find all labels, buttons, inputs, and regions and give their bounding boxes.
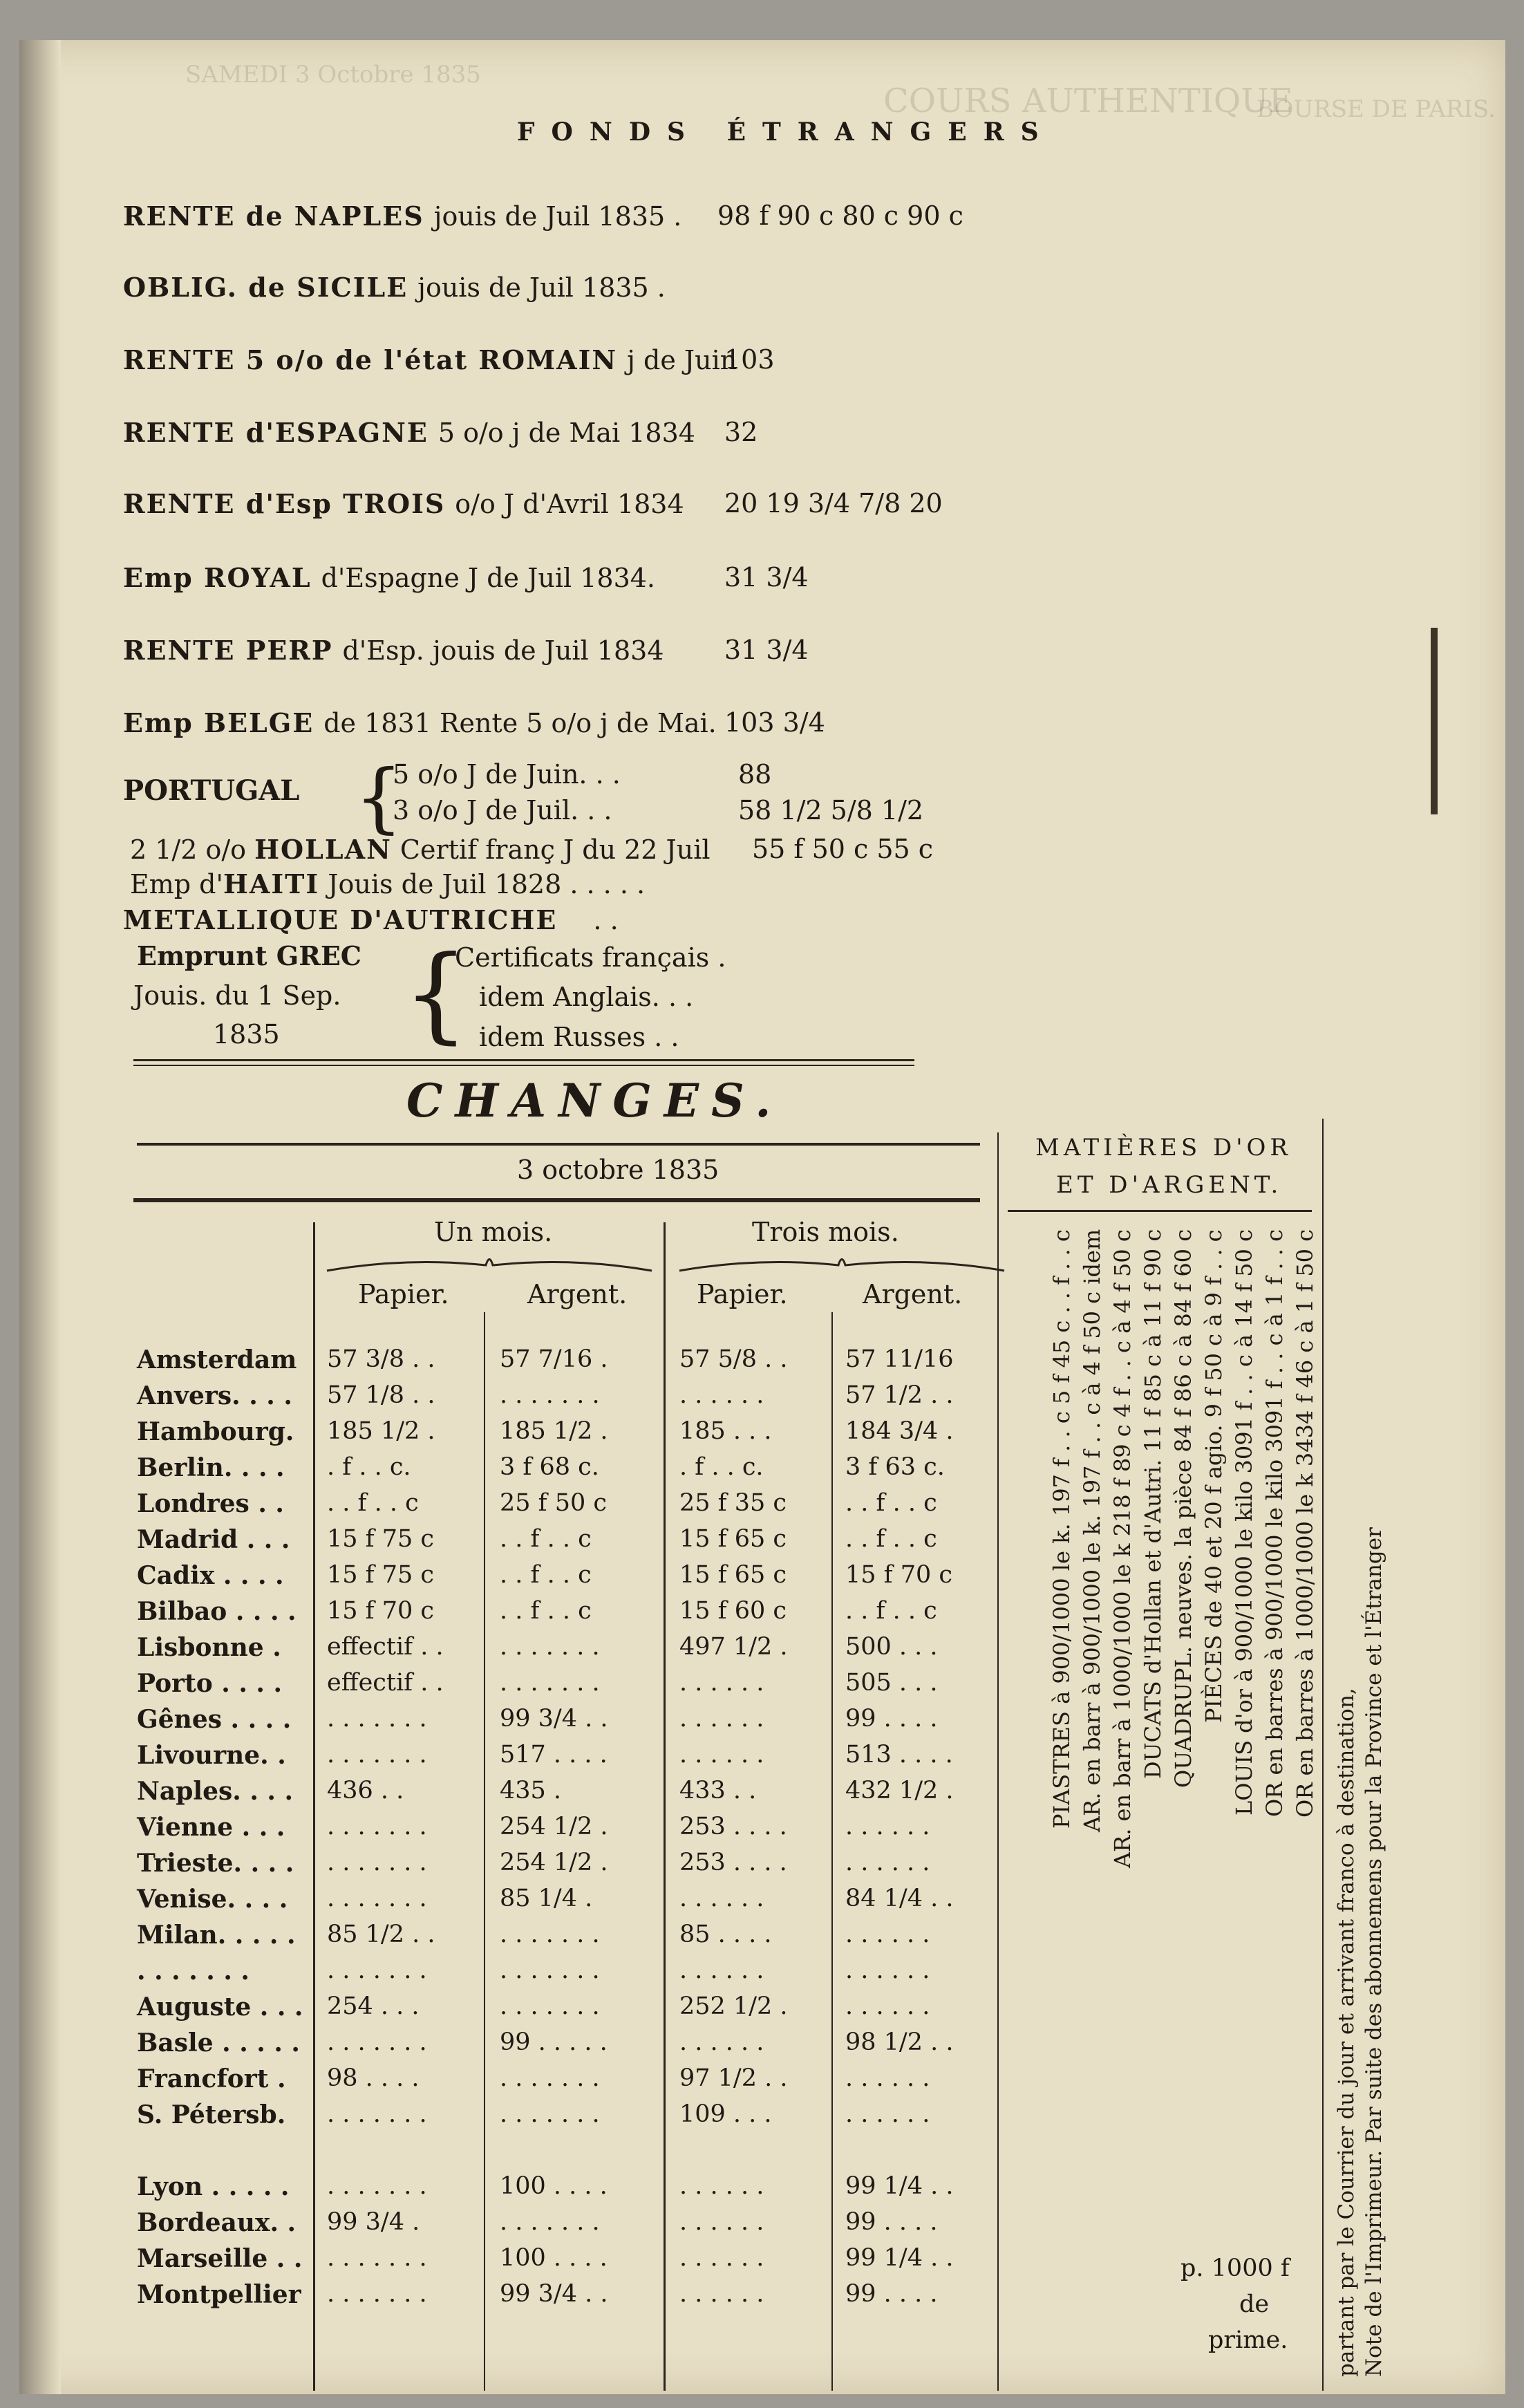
table-cell: . . . . . . . bbox=[327, 1741, 427, 1768]
fonds-row-value: 20 19 3/4 7/8 20 bbox=[724, 488, 943, 519]
fonds-row-name: Emp BELGE bbox=[123, 707, 314, 738]
fonds-row-name: Emp ROYAL bbox=[123, 562, 312, 593]
matieres-line: OR en barres à 900/1000 le kilo 3091 f . . c à 1 f . . c bbox=[1261, 1229, 1288, 1818]
grec-line-2: Jouis. du 1 Sep. bbox=[133, 980, 341, 1011]
fonds-bottom-rule-1 bbox=[133, 1059, 914, 1061]
table-row-city: Anvers. . . . bbox=[137, 1381, 292, 1410]
fonds-row-desc: jouis de Juil 1835 . bbox=[417, 272, 666, 303]
hollan-desc: Certif franç J du 22 Juil bbox=[399, 834, 711, 865]
prime-line-2: de bbox=[1239, 2290, 1270, 2318]
table-cell: . . . . . . bbox=[845, 1813, 930, 1840]
matieres-line: PIÈCES de 40 et 20 f agio. 9 f 50 c à 9 f . . c bbox=[1201, 1229, 1227, 1723]
portugal-value-2: 58 1/2 5/8 1/2 bbox=[738, 795, 924, 825]
haiti-desc: Jouis de Juil 1828 . . . . . bbox=[328, 869, 646, 899]
newspaper-page bbox=[19, 40, 1505, 2394]
table-cell: 85 1/2 . . bbox=[327, 1921, 435, 1948]
table-cell: 100 . . . . bbox=[500, 2172, 608, 2200]
table-cell: . . . . . . . bbox=[327, 2028, 427, 2056]
column-divider-2 bbox=[484, 1312, 485, 2391]
table-cell: . . . . . . bbox=[679, 1957, 764, 1984]
grec-line-1: Emprunt GREC bbox=[137, 940, 362, 971]
table-cell: 254 1/2 . bbox=[500, 1813, 608, 1840]
table-cell: . . . . . . bbox=[679, 2028, 764, 2056]
table-cell: . . . . . . . bbox=[327, 2172, 427, 2200]
table-cell: . . . . . . . bbox=[500, 1669, 600, 1697]
table-cell: 500 . . . bbox=[845, 1633, 938, 1661]
table-row-city: Livourne. . bbox=[137, 1741, 286, 1770]
group-trois-mois: Trois mois. bbox=[752, 1217, 899, 1247]
table-cell: . . f . . c bbox=[500, 1561, 592, 1589]
table-cell: . . . . . . bbox=[845, 1992, 930, 2020]
margin-note-line-2: partant par le Courrier du jour et arrivant franco à destination, bbox=[1334, 1688, 1359, 2377]
table-cell: 435 . bbox=[500, 1777, 562, 1804]
table-cell: . f . . c. bbox=[679, 1453, 764, 1481]
fonds-row bbox=[123, 417, 695, 448]
table-cell: 433 . . bbox=[679, 1777, 757, 1804]
table-cell: . . . . . . bbox=[845, 2064, 930, 2092]
table-row-city: Berlin. . . . bbox=[137, 1453, 285, 1482]
fonds-row-value: 103 bbox=[724, 344, 775, 375]
table-cell: . . . . . . bbox=[845, 2100, 930, 2128]
table-cell: . . . . . . . bbox=[327, 1705, 427, 1733]
table-cell: . . . . . . . bbox=[500, 2208, 600, 2236]
table-row-city: S. Pétersb. bbox=[137, 2100, 286, 2129]
table-row-city: Bilbao . . . . bbox=[137, 1597, 297, 1626]
table-row-city: Porto . . . . bbox=[137, 1669, 282, 1698]
fonds-bottom-rule-2 bbox=[133, 1065, 914, 1066]
table-cell: . . . . . . bbox=[679, 1381, 764, 1409]
table-cell: 85 1/4 . bbox=[500, 1885, 593, 1912]
col-argent-2: Argent. bbox=[863, 1279, 963, 1309]
un-mois-swash bbox=[323, 1250, 655, 1278]
table-cell: 57 7/16 . bbox=[500, 1345, 608, 1373]
table-row-city: Madrid . . . bbox=[137, 1525, 290, 1554]
table-cell: 15 f 70 c bbox=[845, 1561, 953, 1589]
table-cell: 15 f 75 c bbox=[327, 1561, 435, 1589]
table-cell: . . . . . . . bbox=[327, 1849, 427, 1876]
fonds-row bbox=[123, 562, 655, 593]
table-cell: . . . . . . bbox=[679, 2244, 764, 2272]
table-cell: . . f . . c bbox=[845, 1597, 937, 1625]
fonds-row-desc: o/o J d'Avril 1834 bbox=[455, 489, 684, 519]
hollan-prefix: 2 1/2 o/o bbox=[130, 834, 247, 865]
fonds-row-desc: d'Esp. jouis de Juil 1834 bbox=[342, 635, 664, 666]
matieres-divider bbox=[997, 1132, 999, 2391]
matieres-line: AR. en barr à 1000/1000 le k 218 f 89 c 4 f . . c à 4 f 50 c bbox=[1109, 1229, 1136, 1868]
metallique-desc: . . bbox=[593, 905, 619, 935]
fonds-row-value: 31 3/4 bbox=[724, 562, 809, 592]
fonds-row-value: 98 f 90 c 80 c 90 c bbox=[717, 200, 963, 231]
table-row-city: Lisbonne . bbox=[137, 1633, 281, 1662]
table-cell: 25 f 50 c bbox=[500, 1489, 608, 1517]
table-cell: . . f . . c bbox=[845, 1525, 937, 1553]
col-argent-1: Argent. bbox=[527, 1279, 628, 1309]
prime-line-3: prime. bbox=[1208, 2326, 1288, 2354]
fonds-row-name: OBLIG. de SICILE bbox=[123, 272, 408, 303]
table-cell: . . . . . . bbox=[679, 2172, 764, 2200]
matieres-line: OR en barres à 1000/1000 le k 3434 f 46 c à 1 f 50 c bbox=[1292, 1229, 1318, 1818]
col-papier-1: Papier. bbox=[358, 1279, 449, 1309]
col-papier-2: Papier. bbox=[697, 1279, 788, 1309]
table-cell: 505 . . . bbox=[845, 1669, 938, 1697]
table-cell: . . f . . c bbox=[500, 1597, 592, 1625]
table-cell: 436 . . bbox=[327, 1777, 404, 1804]
grec-item-1: Certificats français . bbox=[455, 942, 726, 973]
fonds-row-name: RENTE d'ESPAGNE bbox=[123, 417, 429, 448]
table-cell: 517 . . . . bbox=[500, 1741, 608, 1768]
column-divider-4 bbox=[831, 1312, 833, 2391]
changes-date: 3 octobre 1835 bbox=[517, 1155, 719, 1185]
fonds-row bbox=[123, 488, 684, 519]
table-cell: . . . . . . . bbox=[500, 1633, 600, 1661]
table-cell: 3 f 68 c. bbox=[500, 1453, 599, 1481]
ghost-header-bourse: BOURSE DE PARIS. bbox=[1257, 95, 1496, 123]
table-cell: 84 1/4 . . bbox=[845, 1885, 954, 1912]
hollan-row bbox=[130, 834, 711, 865]
table-cell: . . . . . . . bbox=[327, 2244, 427, 2272]
table-cell: effectif . . bbox=[327, 1669, 444, 1697]
matieres-line: DUCATS d'Hollan et d'Autri. 11 f 85 c à 11 f 90 c bbox=[1140, 1229, 1166, 1780]
fonds-row bbox=[123, 200, 681, 232]
table-cell: . . . . . . . bbox=[500, 1381, 600, 1409]
prime-line-1: p. 1000 f bbox=[1180, 2255, 1290, 2282]
grec-item-3: idem Russes . . bbox=[479, 1022, 679, 1052]
fonds-row-desc: d'Espagne J de Juil 1834. bbox=[321, 563, 656, 593]
matieres-title-1: MATIÈRES D'OR bbox=[1035, 1134, 1292, 1161]
fonds-row-desc: 5 o/o j de Mai 1834 bbox=[438, 418, 695, 448]
table-cell: . . . . . . . bbox=[500, 1992, 600, 2020]
table-cell: 100 . . . . bbox=[500, 2244, 608, 2272]
fonds-row-desc: jouis de Juil 1835 . bbox=[433, 201, 682, 232]
table-row-city: Londres . . bbox=[137, 1489, 284, 1518]
grec-brace: { bbox=[403, 934, 469, 1054]
grec-line-3: 1835 bbox=[213, 1019, 280, 1049]
portugal-value-1: 88 bbox=[738, 759, 772, 790]
table-cell: . . . . . . . bbox=[500, 2064, 600, 2092]
table-cell: 85 . . . . bbox=[679, 1921, 772, 1948]
matieres-line: LOUIS d'or à 900/1000 le kilo 3091 f . . c à 14 f 50 c bbox=[1231, 1229, 1257, 1816]
table-cell: 99 1/4 . . bbox=[845, 2172, 954, 2200]
table-cell: 184 3/4 . bbox=[845, 1417, 954, 1445]
table-cell: 15 f 70 c bbox=[327, 1597, 435, 1625]
fonds-row-name: RENTE 5 o/o de l'état ROMAIN bbox=[123, 344, 618, 375]
table-row-city: Venise. . . . bbox=[137, 1885, 288, 1914]
table-cell: 97 1/2 . . bbox=[679, 2064, 788, 2092]
table-row-city: Basle . . . . . bbox=[137, 2028, 300, 2057]
fonds-row bbox=[123, 635, 664, 666]
table-cell: . . f . . c bbox=[500, 1525, 592, 1553]
table-row-city: Vienne . . . bbox=[137, 1813, 285, 1842]
matieres-title-2: ET D'ARGENT. bbox=[1056, 1171, 1283, 1199]
portugal-name: PORTUGAL bbox=[123, 774, 300, 807]
fonds-row-name: RENTE PERP bbox=[123, 635, 333, 666]
fonds-row-desc: de 1831 Rente 5 o/o j de Mai. bbox=[323, 708, 717, 738]
matieres-line: QUADRUPL. neuves. la pièce 84 f 86 c à 84 f 60 c bbox=[1170, 1229, 1196, 1789]
metallique-name: METALLIQUE D'AUTRICHE bbox=[123, 904, 558, 935]
table-cell: 57 5/8 . . bbox=[679, 1345, 788, 1373]
group-un-mois: Un mois. bbox=[434, 1217, 553, 1247]
fonds-row-desc: j de Juin bbox=[627, 345, 737, 375]
hollan-value: 55 f 50 c 55 c bbox=[752, 834, 934, 864]
table-cell: 99 3/4 . . bbox=[500, 1705, 608, 1733]
table-cell: 25 f 35 c bbox=[679, 1489, 787, 1517]
table-row-city: Gênes . . . . bbox=[137, 1705, 292, 1734]
table-row-city: Naples. . . . bbox=[137, 1777, 293, 1806]
table-row-city: Milan. . . . . bbox=[137, 1921, 296, 1950]
table-cell: 15 f 60 c bbox=[679, 1597, 787, 1625]
fonds-row bbox=[123, 344, 737, 375]
table-row-city: Francfort . bbox=[137, 2064, 286, 2093]
table-cell: . f . . c. bbox=[327, 1453, 411, 1481]
table-cell: 254 1/2 . bbox=[500, 1849, 608, 1876]
fonds-row-value: 31 3/4 bbox=[724, 635, 809, 665]
portugal-line-2: 3 o/o J de Juil. . . bbox=[393, 795, 612, 825]
table-cell: . . . . . . bbox=[679, 1741, 764, 1768]
table-cell: . . f . . c bbox=[327, 1489, 419, 1517]
haiti-row bbox=[130, 868, 645, 899]
table-row-city: Amsterdam bbox=[137, 1345, 297, 1374]
table-cell: 15 f 65 c bbox=[679, 1525, 787, 1553]
margin-note-line-1: Note de l'Imprimeur. Par suite des abonnemens pour la Province et l'Étranger bbox=[1362, 1527, 1386, 2377]
table-cell: . . . . . . bbox=[679, 1885, 764, 1912]
table-cell: 99 3/4 . bbox=[327, 2208, 420, 2236]
table-cell: effectif . . bbox=[327, 1633, 444, 1661]
table-cell: . . . . . . . bbox=[327, 1957, 427, 1984]
table-cell: 98 1/2 . . bbox=[845, 2028, 954, 2056]
table-row-city: Hambourg. bbox=[137, 1417, 294, 1446]
table-cell: . . . . . . bbox=[679, 2208, 764, 2236]
column-divider-3 bbox=[664, 1222, 666, 2391]
table-cell: . . . . . . . bbox=[500, 1957, 600, 1984]
table-cell: . . . . . . . bbox=[327, 1885, 427, 1912]
table-row-city: . . . . . . . bbox=[137, 1957, 250, 1986]
column-divider-1 bbox=[313, 1222, 315, 2391]
table-cell: 57 1/8 . . bbox=[327, 1381, 435, 1409]
table-cell: 99 . . . . bbox=[845, 2208, 938, 2236]
table-row-city: Cadix . . . . bbox=[137, 1561, 284, 1590]
table-cell: 57 1/2 . . bbox=[845, 1381, 954, 1409]
table-cell: . . . . . . . bbox=[327, 2100, 427, 2128]
table-cell: 252 1/2 . bbox=[679, 1992, 788, 2020]
matieres-line: PIASTRES à 900/1000 le k. 197 f . . c 5 f 45 c . . f . . c bbox=[1048, 1229, 1075, 1829]
changes-title: CHANGES. bbox=[406, 1074, 784, 1128]
hollan-name: HOLLAN bbox=[254, 834, 392, 865]
table-cell: 99 3/4 . . bbox=[500, 2280, 608, 2308]
table-cell: 99 . . . . bbox=[845, 2280, 938, 2308]
table-cell: 185 . . . bbox=[679, 1417, 772, 1445]
table-cell: 57 11/16 bbox=[845, 1345, 954, 1373]
table-cell: . . . . . . bbox=[845, 1849, 930, 1876]
metallique-row bbox=[123, 904, 619, 935]
table-cell: . . . . . . . bbox=[500, 2100, 600, 2128]
table-cell: 99 . . . . . bbox=[500, 2028, 608, 2056]
table-cell: . . . . . . . bbox=[500, 1921, 600, 1948]
table-cell: . . . . . . . bbox=[327, 2280, 427, 2308]
table-cell: 185 1/2 . bbox=[500, 1417, 608, 1445]
fonds-row-value: 103 3/4 bbox=[724, 707, 825, 738]
table-cell: 254 . . . bbox=[327, 1992, 420, 2020]
table-cell: . . . . . . bbox=[845, 1921, 930, 1948]
table-cell: 253 . . . . bbox=[679, 1813, 787, 1840]
fonds-row-name: RENTE de NAPLES bbox=[123, 200, 424, 232]
table-cell: 109 . . . bbox=[679, 2100, 772, 2128]
table-cell: 497 1/2 . bbox=[679, 1633, 788, 1661]
table-cell: 15 f 75 c bbox=[327, 1525, 435, 1553]
margin-note-divider bbox=[1322, 1119, 1324, 2391]
table-cell: . . . . . . bbox=[679, 2280, 764, 2308]
matieres-line: AR. en barr à 900/1000 le k. 197 f . . c à 4 f 50 c idem bbox=[1079, 1229, 1105, 1833]
haiti-name: HAITI bbox=[223, 868, 320, 899]
changes-rule-top bbox=[137, 1143, 980, 1146]
table-cell: 98 . . . . bbox=[327, 2064, 420, 2092]
table-cell: . . . . . . bbox=[679, 1705, 764, 1733]
table-cell: 513 . . . . bbox=[845, 1741, 953, 1768]
table-cell: 253 . . . . bbox=[679, 1849, 787, 1876]
table-cell: 99 . . . . bbox=[845, 1705, 938, 1733]
table-row-city: Marseille . . bbox=[137, 2244, 303, 2273]
table-cell: . . f . . c bbox=[845, 1489, 937, 1517]
table-cell: 185 1/2 . bbox=[327, 1417, 435, 1445]
ink-mark bbox=[1431, 628, 1438, 814]
table-row-city: Auguste . . . bbox=[137, 1992, 303, 2022]
table-cell: 3 f 63 c. bbox=[845, 1453, 945, 1481]
table-row-city: Bordeaux. . bbox=[137, 2208, 297, 2237]
page-binding-edge bbox=[19, 40, 61, 2394]
table-cell: . . . . . . bbox=[845, 1957, 930, 1984]
fonds-row-name: RENTE d'Esp TROIS bbox=[123, 488, 446, 519]
table-cell: . . . . . . . bbox=[327, 1813, 427, 1840]
portugal-line-1: 5 o/o J de Juin. . . bbox=[393, 759, 621, 790]
ghost-header-samedi: SAMEDI 3 Octobre 1835 bbox=[185, 61, 481, 88]
table-row-city: Montpellier bbox=[137, 2280, 301, 2309]
table-cell: 99 1/4 . . bbox=[845, 2244, 954, 2272]
fonds-row bbox=[123, 707, 717, 738]
table-cell: 57 3/8 . . bbox=[327, 1345, 435, 1373]
trois-mois-swash bbox=[676, 1250, 1008, 1278]
matieres-title-rule bbox=[1008, 1210, 1312, 1212]
table-row-city: Lyon . . . . . bbox=[137, 2172, 290, 2201]
portugal-brace: { bbox=[355, 753, 403, 841]
fonds-row bbox=[123, 272, 666, 303]
fonds-row-value: 32 bbox=[724, 417, 758, 447]
grec-item-2: idem Anglais. . . bbox=[479, 982, 694, 1012]
table-cell: . . . . . . bbox=[679, 1669, 764, 1697]
table-cell: 432 1/2 . bbox=[845, 1777, 954, 1804]
table-row-city: Trieste. . . . bbox=[137, 1849, 294, 1878]
fonds-title: FONDS ÉTRANGERS bbox=[517, 118, 1055, 147]
haiti-prefix: Emp d' bbox=[130, 869, 223, 899]
table-cell: 15 f 65 c bbox=[679, 1561, 787, 1589]
ghost-header-cours: COURS AUTHENTIQUE bbox=[883, 82, 1293, 120]
changes-rule-date bbox=[133, 1198, 980, 1202]
